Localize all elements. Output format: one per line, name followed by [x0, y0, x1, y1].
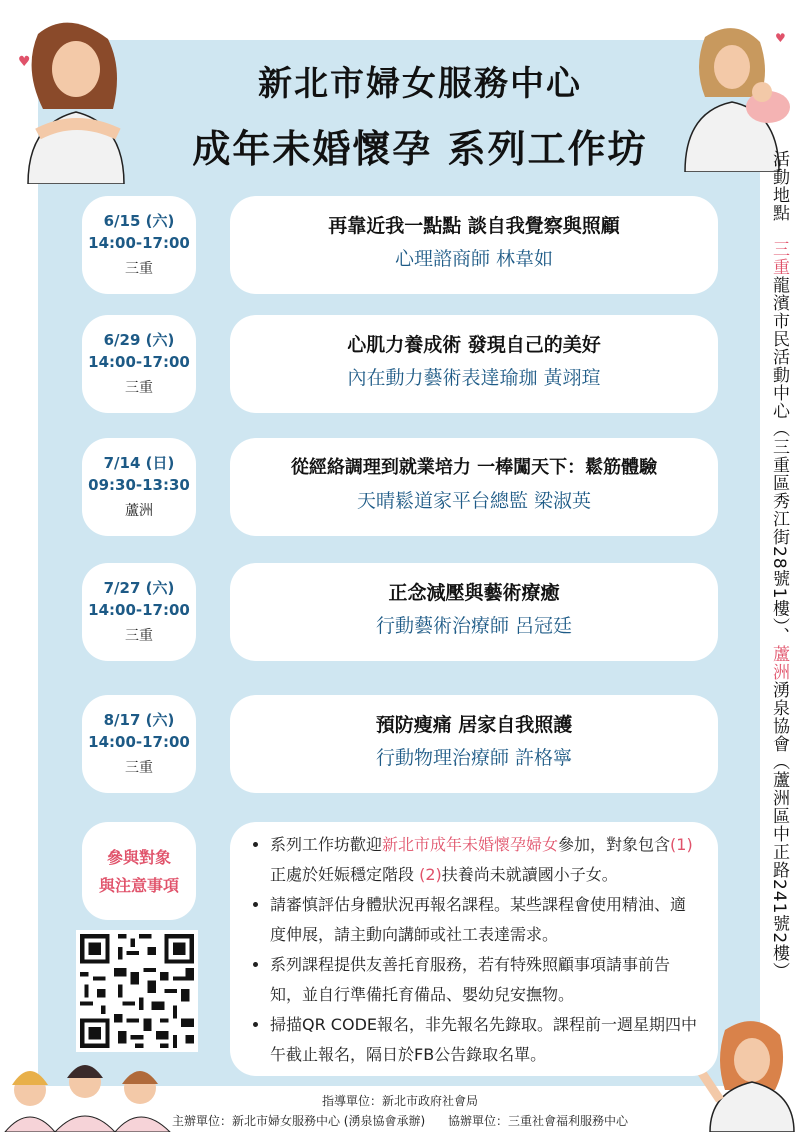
session-date: 7/27 (六) [103, 579, 175, 597]
svg-text:♥: ♥ [775, 31, 786, 45]
notes-item: • 請審慎評估身體狀況再報名課程。某些課程會使用精油、適度伸展，請主動向講師或社工表達需求。 [270, 890, 700, 950]
notes-card [230, 822, 718, 1076]
venue-address: 湧泉協會（蘆洲區中正路241號2樓） [769, 680, 789, 981]
session-date-card [82, 438, 196, 536]
session-date-card [82, 196, 196, 294]
session-place: 三重 [125, 628, 153, 644]
notes-label-line1: 參與對象 [106, 848, 171, 867]
session-time: 14:00-17:00 [88, 353, 190, 371]
notes-highlight: (1) [670, 835, 693, 854]
session-topic: 預防瘦痛 居家自我照護 [375, 714, 573, 736]
session-time: 09:30-13:30 [88, 476, 190, 494]
notes-text: 扶養尚未就讀國小子女。 [441, 865, 618, 884]
session-topic-card [230, 695, 718, 793]
session-topic: 從經絡調理到就業培力 一棒闖天下：鬆筋體驗 [290, 457, 658, 478]
venue-address: 龍濱市民活動中心（三重區秀江街28號1樓） [769, 276, 789, 627]
notes-text: 系列工作坊歡迎 [270, 835, 383, 854]
venue-label: 活動地點 [769, 150, 789, 222]
footer-supervisor: 指導單位：新北市政府社會局 [321, 1094, 478, 1108]
page-subtitle: 成年未婚懷孕 系列工作坊 [192, 127, 648, 171]
notes-label-card [82, 822, 196, 920]
session-date: 7/14 (日) [103, 454, 175, 472]
notes-highlight: (2) [419, 865, 442, 884]
notes-text: 參加，對象包含 [558, 835, 671, 854]
venue-city: 蘆洲 [769, 644, 789, 681]
session-topic: 再靠近我一點點 談自我覺察與照顧 [328, 215, 620, 237]
session-topic: 心肌力養成術 發現自己的美好 [347, 334, 601, 356]
session-time: 14:00-17:00 [88, 733, 190, 751]
session-topic: 正念減壓與藝術療癒 [388, 582, 560, 604]
venue-info [764, 150, 794, 980]
session-topic-card [230, 315, 718, 413]
notes-text: 正處於妊娠穩定階段 [270, 865, 420, 884]
session-date: 8/17 (六) [103, 711, 175, 729]
svg-text:♥: ♥ [18, 54, 31, 70]
page-title: 新北市婦女服務中心 [258, 64, 582, 104]
notes-item [270, 830, 700, 890]
session-time: 14:00-17:00 [88, 601, 190, 619]
session-place: 三重 [125, 760, 153, 776]
session-speaker: 行動物理治療師 許格寧 [375, 747, 573, 769]
session-speaker: 行動藝術治療師 呂冠廷 [375, 615, 573, 637]
session-time: 14:00-17:00 [88, 234, 190, 252]
session-date-card [82, 315, 196, 413]
session-topic-card [230, 196, 718, 294]
session-place: 三重 [125, 261, 153, 277]
session-date-card [82, 695, 196, 793]
hugging-woman-illustration [8, 14, 143, 184]
notes-item: • 掃描QR CODE報名，非先報名先錄取。課程前一週星期四中午截止報名，隔日於FB公告錄取名單。 [270, 1010, 700, 1070]
notes-item: • 系列課程提供友善托育服務，若有特殊照顧事項請事前告知，並自行準備托育備品、嬰幼兒安撫物。 [270, 950, 700, 1010]
session-speaker: 內在動力藝術表達瑜珈 黃翊瑄 [347, 367, 601, 389]
session-place: 三重 [125, 380, 153, 396]
session-place: 蘆洲 [125, 503, 153, 519]
footer-organizers: 主辦單位：新北市婦女服務中心 (湧泉協會承辦) 協辦單位：三重社會福利服務中心 [171, 1114, 629, 1128]
session-date-card [82, 563, 196, 661]
notes-highlight: 新北市成年未婚懷孕婦女 [382, 835, 559, 854]
session-date: 6/15 (六) [103, 212, 175, 230]
notes-list [230, 830, 718, 1070]
session-topic-card [230, 438, 718, 536]
qr-code[interactable] [76, 930, 198, 1052]
session-speaker: 天晴鬆道家平台總監 梁淑英 [356, 490, 592, 512]
session-topic-card [230, 563, 718, 661]
session-date: 6/29 (六) [103, 331, 175, 349]
venue-city: 三重 [769, 240, 789, 276]
venue-separator: 、 [769, 626, 789, 645]
session-speaker: 心理諮商師 林韋如 [394, 248, 554, 270]
notes-label-line2: 與注意事項 [98, 876, 179, 895]
